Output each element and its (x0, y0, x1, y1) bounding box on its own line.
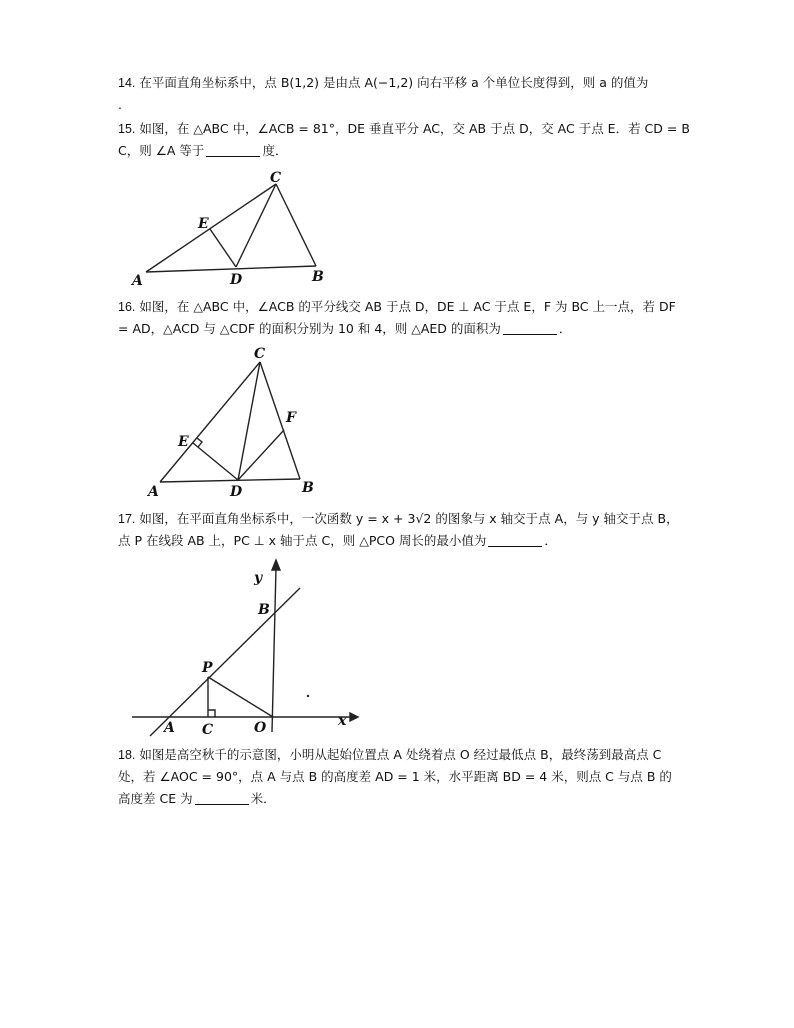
segment-AC (160, 362, 260, 482)
segment-DF (238, 430, 284, 480)
question-number: 15. (118, 122, 136, 136)
label-D: D (230, 272, 243, 288)
question-number: 14. (118, 76, 136, 90)
question-number: 16. (118, 300, 136, 314)
segment-AB (160, 479, 300, 482)
label-y: y (254, 570, 263, 586)
label-C: C (254, 346, 266, 362)
label-x: x (338, 713, 347, 729)
x-axis-arrow (350, 713, 358, 721)
segment-DE (193, 443, 238, 480)
y-axis (272, 568, 276, 732)
question-text-line2-end: 度． (262, 143, 288, 158)
question-16 (118, 296, 708, 340)
figure-q16-triangle (140, 342, 330, 502)
question-text-line3: 高度差 CE 为 (118, 791, 193, 806)
label-C: C (202, 722, 214, 738)
label-F: F (286, 410, 296, 426)
question-14 (118, 72, 708, 116)
y-axis-arrow (272, 560, 280, 570)
answer-blank[interactable] (195, 790, 249, 805)
question-text-line3-end: 米． (250, 791, 276, 806)
question-text-line2: 点 P 在线段 AB 上，PC ⊥ x 轴于点 C，则 △PCO 周长的最小值为 (118, 533, 487, 548)
label-E: E (198, 216, 209, 232)
question-text-line2: C，则 ∠A 等于 (118, 143, 205, 158)
question-text-line2: 处，若 ∠AOC = 90°，点 A 与点 B 的高度差 AD = 1 米，水平距离 BD = 4 米，则点 C 与点 B 的 (118, 769, 672, 784)
question-text-line1: 如图是高空秋千的示意图，小明从起始位置点 A 处绕着点 O 经过最低点 B，最终荡到最高点 C (139, 747, 662, 762)
question-text-line2-end: ． (558, 321, 572, 336)
right-angle-mark (197, 438, 202, 447)
answer-blank[interactable] (488, 532, 542, 547)
figure-q15-triangle (128, 166, 348, 291)
question-text-line1: 如图，在 △ABC 中，∠ACB = 81°，DE 垂直平分 AC，交 AB 于点 D，交 AC 于点 E．若 CD = B (139, 121, 690, 136)
segment-CB (276, 184, 316, 266)
label-A: A (132, 273, 143, 289)
question-text-line2-end: ． (544, 533, 557, 548)
question-number: 17. (118, 512, 136, 526)
label-O: O (254, 720, 267, 736)
segment-CD (236, 184, 276, 267)
label-B: B (312, 269, 324, 285)
question-17 (118, 508, 708, 552)
segment-CD (238, 362, 260, 480)
label-E: E (178, 434, 189, 450)
question-15 (118, 118, 708, 162)
question-text-line1: 如图，在 △ABC 中，∠ACB 的平分线交 AB 于点 D，DE ⊥ AC 于点 E，F 为 BC 上一点，若 DF (139, 299, 676, 314)
answer-blank[interactable] (503, 320, 557, 335)
question-tail: . (118, 97, 122, 112)
right-angle-mark (208, 710, 215, 717)
label-C: C (270, 170, 282, 186)
segment-PO (208, 677, 273, 717)
stray-dot (307, 695, 309, 697)
segment-AC (146, 184, 276, 272)
segment-DE (210, 229, 236, 267)
question-text-line1: 如图，在平面直角坐标系中，一次函数 y = x + 3√2 的图象与 x 轴交于点 A，与 y 轴交于点 B， (139, 511, 679, 526)
question-text: 在平面直角坐标系中，点 B(1,2) 是由点 A(−1,2) 向右平移 a 个单位长度得到，则 a 的值为 (139, 75, 649, 90)
question-text-line2: = AD，△ACD 与 △CDF 的面积分别为 10 和 4，则 △AED 的面积为 (118, 321, 501, 336)
label-A: A (148, 484, 159, 500)
label-B: B (302, 480, 314, 496)
label-A: A (164, 720, 175, 736)
label-B: B (258, 602, 270, 618)
label-P: P (202, 660, 213, 676)
label-D: D (230, 484, 243, 500)
question-number: 18. (118, 748, 136, 762)
line-AB (150, 588, 300, 736)
question-18 (118, 744, 708, 810)
answer-blank[interactable] (206, 142, 260, 157)
figure-q17-coordinate-plane (128, 560, 368, 740)
